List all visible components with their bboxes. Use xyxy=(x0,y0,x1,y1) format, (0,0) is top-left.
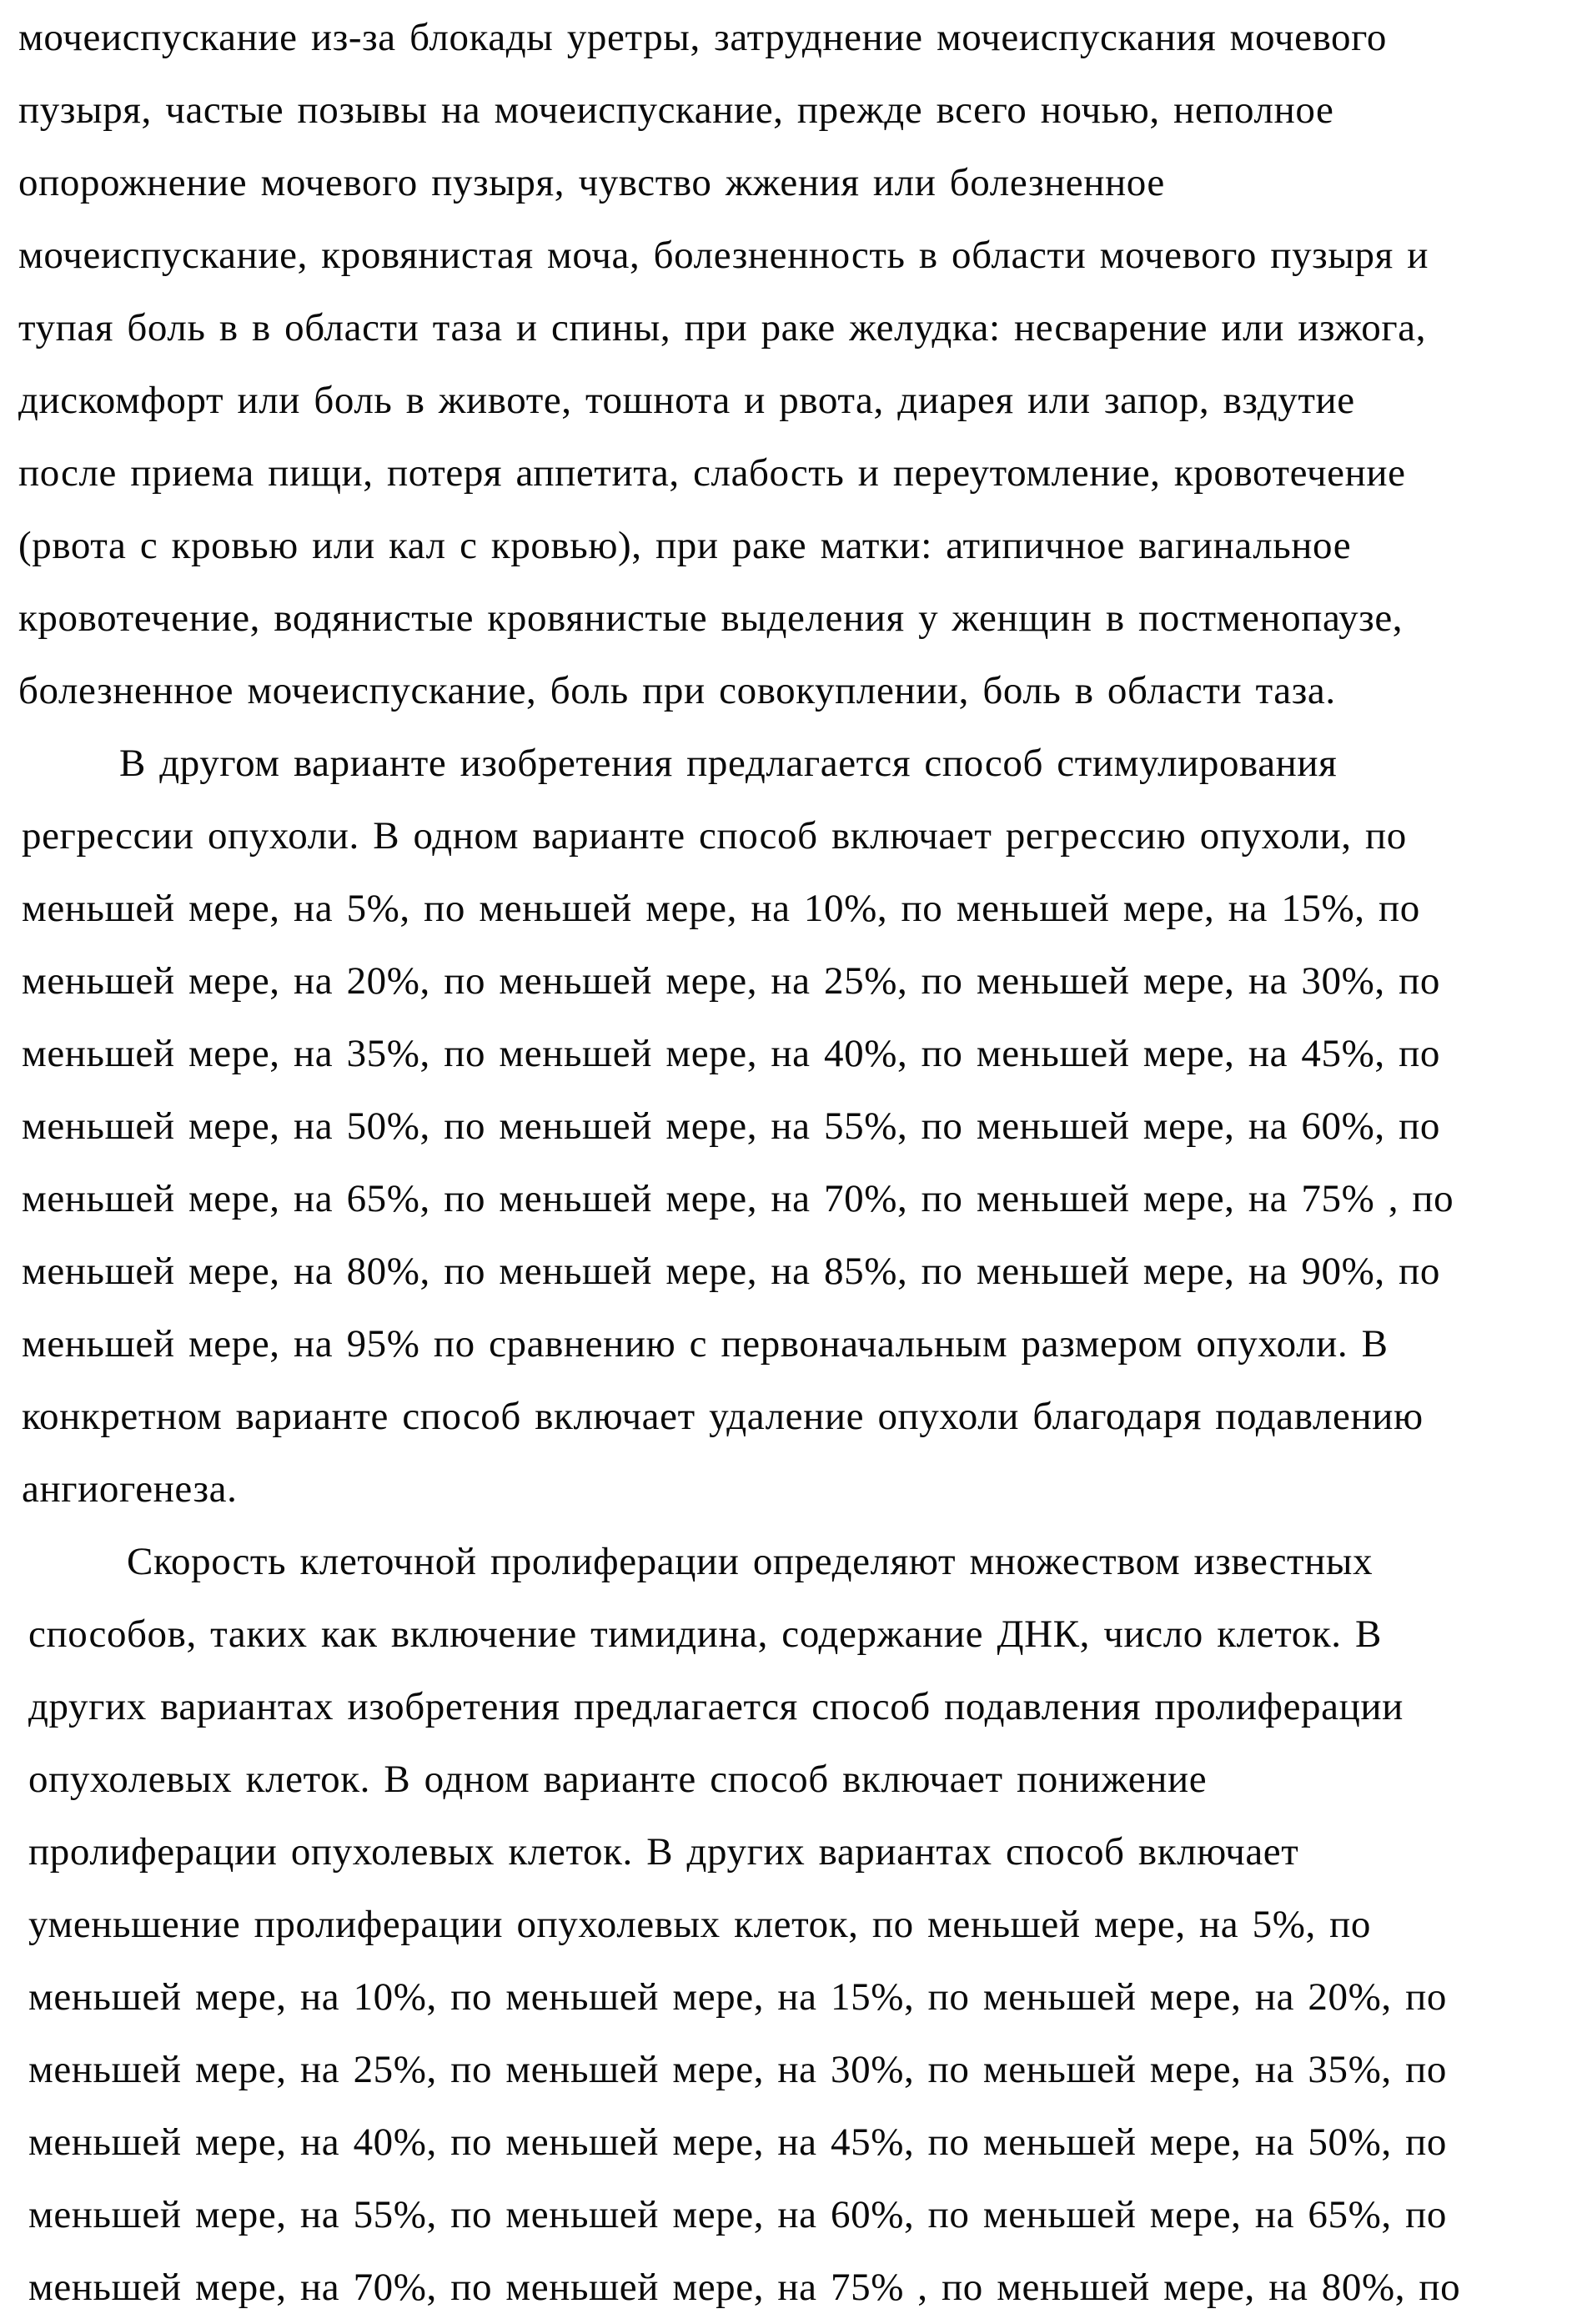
text-line: мочеиспускание, кровянистая моча, болезненность в области мочевого пузыря и xyxy=(18,234,1429,277)
text-line: кровотечение, водянистые кровянистые выделения у женщин в постменопаузе, xyxy=(18,596,1404,640)
text-line: конкретном варианте способ включает удаление опухоли благодаря подавлению xyxy=(22,1395,1424,1438)
text-line: меньшей мере, на 35%, по меньшей мере, на 40%, по меньшей мере, на 45%, по xyxy=(22,1032,1440,1075)
text-line: меньшей мере, на 55%, по меньшей мере, на 60%, по меньшей мере, на 65%, по xyxy=(28,2193,1447,2236)
text-line: меньшей мере, на 65%, по меньшей мере, на 70%, по меньшей мере, на 75% , по xyxy=(22,1177,1454,1220)
text-line: уменьшение пролиферации опухолевых клеток, по меньшей мере, на 5%, по xyxy=(28,1903,1372,1946)
text-line-indented: В другом варианте изобретения предлагается способ стимулирования xyxy=(119,742,1338,785)
text-line: пролиферации опухолевых клеток. В других вариантах способ включает xyxy=(28,1830,1299,1874)
text-line: меньшей мере, на 50%, по меньшей мере, на 55%, по меньшей мере, на 60%, по xyxy=(22,1104,1440,1148)
text-line: меньшей мере, на 10%, по меньшей мере, на 15%, по меньшей мере, на 20%, по xyxy=(28,1975,1447,2019)
text-line: меньшей мере, на 25%, по меньшей мере, на 30%, по меньшей мере, на 35%, по xyxy=(28,2048,1447,2091)
paragraph-symptoms-continuation xyxy=(18,2,1571,727)
paragraph-cell-proliferation xyxy=(28,1526,1576,2324)
text-line: меньшей мере, на 95% по сравнению с первоначальным размером опухоли. В xyxy=(22,1322,1389,1366)
paragraph-tumor-regression xyxy=(22,727,1574,1526)
text-line: (рвота с кровью или кал с кровью), при раке матки: атипичное вагинальное xyxy=(18,524,1352,567)
text-line: меньшей мере, на 40%, по меньшей мере, на 45%, по меньшей мере, на 50%, по xyxy=(28,2120,1447,2164)
text-line: меньшей мере, на 80%, по меньшей мере, на 85%, по меньшей мере, на 90%, по xyxy=(22,1250,1440,1293)
text-line-indented: Скорость клеточной пролиферации определяют множеством известных xyxy=(127,1540,1374,1583)
text-line: меньшей мере, на 20%, по меньшей мере, на 25%, по меньшей мере, на 30%, по xyxy=(22,959,1440,1003)
text-line: опухолевых клеток. В одном варианте способ включает понижение xyxy=(28,1758,1208,1801)
text-line: ангиогенеза. xyxy=(22,1467,238,1511)
text-line: болезненное мочеиспускание, боль при совокуплении, боль в области таза. xyxy=(18,669,1336,712)
text-line: мочеиспускание из-за блокады уретры, затруднение мочеиспускания мочевого xyxy=(18,16,1387,59)
text-line: пузыря, частые позывы на мочеиспускание, прежде всего ночью, неполное xyxy=(18,88,1334,132)
text-line: тупая боль в в области таза и спины, при раке желудка: несварение или изжога, xyxy=(18,306,1427,350)
text-line: дискомфорт или боль в животе, тошнота и рвота, диарея или запор, вздутие xyxy=(18,379,1355,422)
text-line: меньшей мере, на 5%, по меньшей мере, на 10%, по меньшей мере, на 15%, по xyxy=(22,887,1420,930)
text-line: меньшей мере, на 70%, по меньшей мере, на 75% , по меньшей мере, на 80%, по xyxy=(28,2266,1461,2309)
text-line: регрессии опухоли. В одном варианте способ включает регрессию опухоли, по xyxy=(22,814,1407,858)
text-line: способов, таких как включение тимидина, содержание ДНК, число клеток. В xyxy=(28,1612,1382,1656)
text-line: других вариантах изобретения предлагается способ подавления пролиферации xyxy=(28,1685,1404,1728)
text-line: после приема пищи, потеря аппетита, слабость и переутомление, кровотечение xyxy=(18,451,1406,495)
text-line: опорожнение мочевого пузыря, чувство жжения или болезненное xyxy=(18,161,1165,204)
